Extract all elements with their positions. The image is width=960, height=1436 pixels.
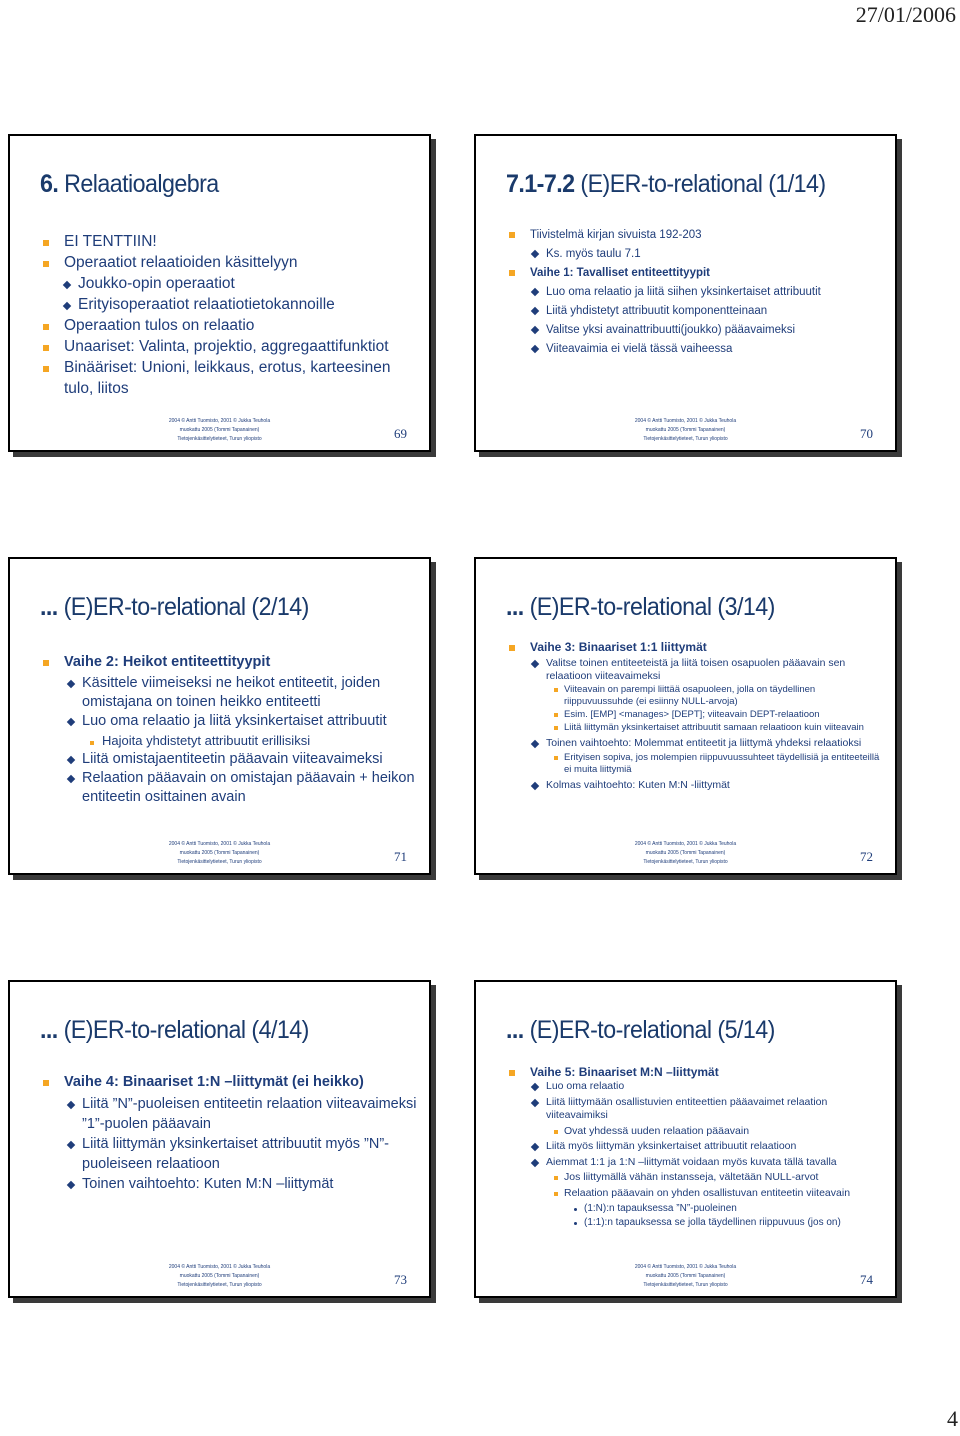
diamond-bullet-icon xyxy=(532,1096,538,1111)
diamond-bullet-icon xyxy=(532,340,538,359)
list-item: Erityisen sopiva, jos molempien riippuvuussuhteet täydellisiä ja entiteeteillä ei muita liittymiä xyxy=(504,752,883,776)
square-bullet-icon xyxy=(43,252,49,273)
square-bullet-icon xyxy=(554,684,558,696)
dot-bullet-icon xyxy=(574,1216,577,1230)
list-item: Toinen vaihtoehto: Molemmat entiteetit ja liittymä yhdeksi relaatioksi xyxy=(504,737,883,750)
slide-credit: 2004 © Antti Tuomisto, 2001 © Jukka Teuhola muokattu 2005 (Tommi Tapanainen) Tietojenkäsittelytieteet, Turun yliopisto xyxy=(168,841,271,865)
list-item: Joukko-opin operaatiot xyxy=(38,273,417,294)
list-item: Liitä myös liittymän yksinkertaiset attribuutit relaatioon xyxy=(504,1140,883,1154)
square-bullet-icon xyxy=(43,336,49,357)
square-bullet-icon xyxy=(554,709,558,721)
square-bullet-icon xyxy=(554,1171,558,1185)
square-bullet-icon xyxy=(43,315,49,336)
slide-title-number: ... xyxy=(40,1016,58,1044)
slide-74 xyxy=(474,980,897,1298)
list-item: Relaation pääavain on omistajan pääavain + heikon entiteetin osittainen avain xyxy=(38,769,417,807)
square-bullet-icon xyxy=(509,640,515,655)
list-item: Vaihe 4: Binaariset 1:N –liittymät (ei heikko) xyxy=(38,1072,417,1092)
dot-bullet-icon xyxy=(574,1202,577,1216)
list-item: Käsittele viimeiseksi ne heikot entiteetit, joiden omistajana on toinen heikko entiteetti xyxy=(38,674,417,712)
slide-number: 74 xyxy=(860,1272,873,1287)
slide-credit: 2004 © Antti Tuomisto, 2001 © Jukka Teuhola muokattu 2005 (Tommi Tapanainen) Tietojenkäsittelytieteet, Turun yliopisto xyxy=(634,1264,737,1288)
slide-number: 72 xyxy=(860,849,873,864)
slide-title-number: 6. xyxy=(40,170,59,198)
slide-title-number: 7.1-7.2 xyxy=(506,170,575,198)
list-item: Operaation tulos on relaatio xyxy=(38,315,417,336)
square-bullet-icon xyxy=(43,231,49,252)
square-bullet-icon xyxy=(554,1187,558,1201)
diamond-bullet-icon xyxy=(532,1080,538,1095)
slide-title xyxy=(40,593,396,622)
slide-number: 69 xyxy=(394,426,407,441)
slide-body xyxy=(504,640,883,791)
list-item: Erityisoperaatiot relaatiotietokannoille xyxy=(38,294,417,315)
list-item: Jos liittymällä vähän instansseja, vältetään NULL-arvot xyxy=(504,1171,883,1185)
list-item: Viiteavaimia ei vielä tässä vaiheessa xyxy=(504,340,883,359)
page-date: 27/01/2006 xyxy=(855,2,956,27)
square-bullet-icon xyxy=(554,752,558,764)
list-item: Valitse yksi avainattribuutti(joukko) pääavaimeksi xyxy=(504,321,883,340)
square-bullet-icon xyxy=(509,226,515,245)
list-item: Valitse toinen entiteeteistä ja liitä toisen osapuolen pääavain sen relaatioon viiteavaimeksi xyxy=(504,657,883,682)
list-item: Liitä omistajaentiteetin pääavain viiteavaimeksi xyxy=(38,750,417,769)
list-item: Ks. myös taulu 7.1 xyxy=(504,245,883,264)
diamond-bullet-icon xyxy=(68,674,74,693)
square-bullet-icon xyxy=(43,653,49,672)
diamond-bullet-icon xyxy=(532,1140,538,1155)
square-bullet-icon xyxy=(90,731,94,750)
list-item: Luo oma relaatio xyxy=(504,1080,883,1094)
slide-number: 70 xyxy=(860,426,873,441)
slide-number: 73 xyxy=(394,1272,407,1287)
slide-title xyxy=(506,170,862,199)
list-item: (1:1):n tapauksessa se jolla täydellinen riippuvuus (jos on) xyxy=(504,1216,883,1230)
slide-credit: 2004 © Antti Tuomisto, 2001 © Jukka Teuhola muokattu 2005 (Tommi Tapanainen) Tietojenkäsittelytieteet, Turun yliopisto xyxy=(168,418,271,442)
diamond-bullet-icon xyxy=(68,769,74,788)
slide-number: 71 xyxy=(394,849,407,864)
slide-title-text: (E)ER-to-relational (5/14) xyxy=(523,1016,775,1044)
list-item: Aiemmat 1:1 ja 1:N –liittymät voidaan myös kuvata tällä tavalla xyxy=(504,1156,883,1170)
slide-body xyxy=(38,653,417,807)
diamond-bullet-icon xyxy=(532,245,538,264)
slide-body xyxy=(504,1064,883,1229)
slide-title xyxy=(506,1016,862,1045)
square-bullet-icon xyxy=(554,722,558,734)
slide-body xyxy=(504,226,883,359)
list-item: Hajoita yhdistetyt attribuutit erillisiksi xyxy=(38,731,417,750)
diamond-bullet-icon xyxy=(532,779,538,793)
slide-credit: 2004 © Antti Tuomisto, 2001 © Jukka Teuhola muokattu 2005 (Tommi Tapanainen) Tietojenkäsittelytieteet, Turun yliopisto xyxy=(168,1264,271,1288)
list-item: Liitä liittymään osallistuvien entiteettien pääavaimet relaation viiteavaimiksi xyxy=(504,1096,883,1123)
list-item: Liitä liittymän yksinkertaiset attribuutit myös ”N”-puoleiseen relaatioon xyxy=(38,1134,417,1174)
list-item: Kolmas vaihtoehto: Kuten M:N -liittymät xyxy=(504,779,883,792)
slide-72 xyxy=(474,557,897,875)
slide-title-text: (E)ER-to-relational (3/14) xyxy=(523,593,775,621)
list-item: Toinen vaihtoehto: Kuten M:N –liittymät xyxy=(38,1174,417,1194)
list-item: Vaihe 2: Heikot entiteettityypit xyxy=(38,653,417,672)
diamond-bullet-icon xyxy=(68,712,74,731)
slide-title-text: (E)ER-to-relational (4/14) xyxy=(57,1016,309,1044)
slide-69 xyxy=(8,134,431,452)
diamond-bullet-icon xyxy=(532,283,538,302)
square-bullet-icon xyxy=(43,1072,49,1092)
list-item: Liitä ”N”-puoleisen entiteetin relaation viiteavaimeksi ”1”-puolen pääavain xyxy=(38,1094,417,1134)
list-item: Luo oma relaatio ja liitä yksinkertaiset attribuutit xyxy=(38,712,417,731)
slide-title-text: (E)ER-to-relational (1/14) xyxy=(574,170,826,198)
list-item: Viiteavain on parempi liittää osapuoleen, jolla on täydellinen riippuvuussuhde (ei esiinny NULL-arvoja) xyxy=(504,684,883,708)
slide-title-number: ... xyxy=(40,593,58,621)
slide-70 xyxy=(474,134,897,452)
slide-title xyxy=(40,1016,396,1045)
slide-credit: 2004 © Antti Tuomisto, 2001 © Jukka Teuhola muokattu 2005 (Tommi Tapanainen) Tietojenkäsittelytieteet, Turun yliopisto xyxy=(634,418,737,442)
slide-title xyxy=(40,170,396,199)
diamond-bullet-icon xyxy=(68,1134,74,1154)
page-number: 4 xyxy=(947,1406,958,1431)
list-item: Liitä liittymän yksinkertaiset attribuutit samaan relaatioon kuin viiteavain xyxy=(504,722,883,734)
square-bullet-icon xyxy=(509,264,515,283)
diamond-bullet-icon xyxy=(532,657,538,671)
list-item: Unaariset: Valinta, projektio, aggregaattifunktiot xyxy=(38,336,417,357)
slide-title xyxy=(506,593,862,622)
diamond-bullet-icon xyxy=(532,1156,538,1171)
slide-71 xyxy=(8,557,431,875)
slide-credit: 2004 © Antti Tuomisto, 2001 © Jukka Teuhola muokattu 2005 (Tommi Tapanainen) Tietojenkäsittelytieteet, Turun yliopisto xyxy=(634,841,737,865)
diamond-bullet-icon xyxy=(64,294,70,315)
diamond-bullet-icon xyxy=(64,273,70,294)
slide-73 xyxy=(8,980,431,1298)
diamond-bullet-icon xyxy=(68,750,74,769)
diamond-bullet-icon xyxy=(68,1174,74,1194)
diamond-bullet-icon xyxy=(532,737,538,751)
list-item: Esim. [EMP] <manages> [DEPT]; viiteavain DEPT-relaatioon xyxy=(504,709,883,721)
list-item: Relaation pääavain on yhden osallistuvan entiteetin viiteavain xyxy=(504,1187,883,1201)
slide-title-text: (E)ER-to-relational (2/14) xyxy=(57,593,309,621)
list-item: EI TENTTIIN! xyxy=(38,231,417,252)
list-item: Vaihe 1: Tavalliset entiteettityypit xyxy=(504,264,883,283)
list-item: Liitä yhdistetyt attribuutit komponentteinaan xyxy=(504,302,883,321)
slide-title-number: ... xyxy=(506,1016,524,1044)
list-item: Vaihe 3: Binaariset 1:1 liittymät xyxy=(504,640,883,655)
diamond-bullet-icon xyxy=(68,1094,74,1114)
list-item: Luo oma relaatio ja liitä siihen yksinkertaiset attribuutit xyxy=(504,283,883,302)
list-item: Tiivistelmä kirjan sivuista 192-203 xyxy=(504,226,883,245)
slide-body xyxy=(38,231,417,399)
list-item: (1:N):n tapauksessa ”N”-puoleinen xyxy=(504,1202,883,1216)
list-item: Ovat yhdessä uuden relaation pääavain xyxy=(504,1125,883,1139)
square-bullet-icon xyxy=(554,1125,558,1139)
list-item: Operaatiot relaatioiden käsittelyyn xyxy=(38,252,417,273)
slide-body xyxy=(38,1072,417,1194)
diamond-bullet-icon xyxy=(532,321,538,340)
diamond-bullet-icon xyxy=(532,302,538,321)
slide-title-text: Relaatioalgebra xyxy=(58,170,219,198)
square-bullet-icon xyxy=(43,357,49,378)
square-bullet-icon xyxy=(509,1064,515,1080)
slide-title-number: ... xyxy=(506,593,524,621)
list-item: Vaihe 5: Binaariset M:N –liittymät xyxy=(504,1064,883,1080)
list-item: Binääriset: Unioni, leikkaus, erotus, karteesinen tulo, liitos xyxy=(38,357,417,399)
